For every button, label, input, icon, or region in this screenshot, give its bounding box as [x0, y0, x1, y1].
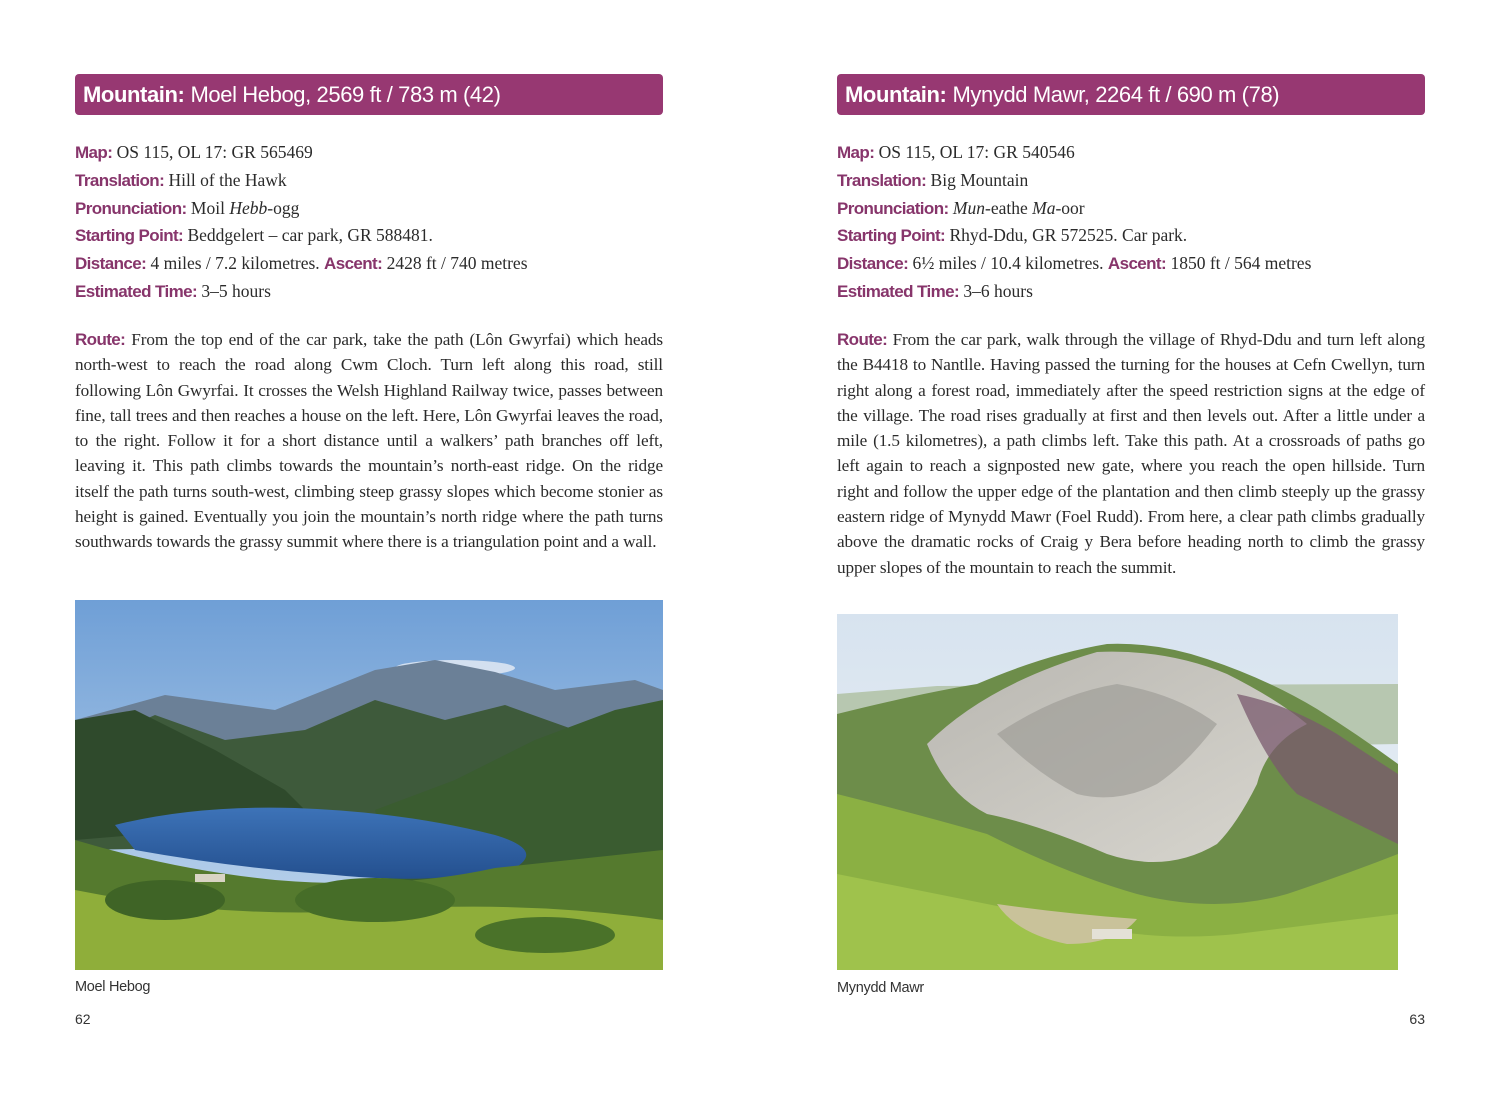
- fact-value: 1850 ft / 564 metres: [1170, 253, 1312, 274]
- fact-label: Translation:: [837, 170, 927, 190]
- right-page: [837, 0, 1425, 1094]
- mynydd-mawr-photo: [837, 614, 1398, 970]
- fact-value: -ogg: [267, 197, 300, 218]
- fact-value-stress: Mun: [952, 197, 985, 218]
- fact-value: 2428 ft / 740 metres: [386, 253, 528, 274]
- fact-value: -eathe: [985, 197, 1033, 218]
- fact-value: Big Mountain: [930, 169, 1029, 190]
- fact-pronunciation: [837, 195, 1425, 223]
- fact-label: Pronunciation:: [837, 198, 949, 218]
- landscape-illustration: [75, 600, 663, 970]
- fact-label: Estimated Time:: [837, 281, 960, 301]
- page-number: 62: [75, 1011, 91, 1027]
- fact-value: Beddgelert – car park, GR 588481.: [187, 225, 433, 246]
- fact-value: OS 115, OL 17: GR 565469: [116, 142, 313, 162]
- heading-label: Mountain:: [845, 81, 947, 107]
- fact-label: Distance:: [837, 254, 909, 274]
- fact-estimated-time: [837, 278, 1425, 306]
- fact-value: OS 115, OL 17: GR 540546: [878, 142, 1075, 162]
- fact-value: Moil: [190, 197, 230, 218]
- landscape-illustration: [837, 614, 1398, 970]
- fact-value: Rhyd-Ddu, GR 572525. Car park.: [949, 225, 1188, 246]
- route-description: [75, 327, 663, 555]
- fact-distance: [75, 250, 663, 278]
- fact-value: -oor: [1055, 197, 1085, 218]
- heading-label: Mountain:: [83, 81, 185, 107]
- moel-hebog-photo: [75, 600, 663, 970]
- fact-list: [75, 139, 663, 306]
- fact-translation: [837, 167, 1425, 195]
- mountain-heading: [75, 74, 663, 115]
- fact-label: Estimated Time:: [75, 281, 198, 301]
- fact-value: 3–5 hours: [201, 280, 271, 301]
- route-label: Route:: [837, 330, 888, 349]
- fact-starting-point: [75, 222, 663, 250]
- photo-caption: Mynydd Mawr: [837, 980, 924, 996]
- route-description: [837, 327, 1425, 580]
- fact-estimated-time: [75, 278, 663, 306]
- fact-map: [837, 139, 1425, 167]
- fact-pronunciation: [75, 195, 663, 223]
- fact-list: [837, 139, 1425, 306]
- heading-text: Moel Hebog, 2569 ft / 783 m (42): [190, 81, 501, 107]
- fact-label: Ascent:: [1107, 254, 1167, 274]
- route-text: From the car park, walk through the village of Rhyd-Ddu and turn left along the B4418 to Nantlle. Having passed the turning for the houses at Cefn Cwellyn, turn right along a forest road, immediately after the speed restriction signs at the edge of the village. The road rises gradually at first and then levels out. After a little under a mile (1.5 kilometres), a path climbs left. Take this path. At a crossroads of paths go left again to reach a signposted new gate, where you reach the open hillside. Turn right and follow the upper edge of the plantation and then climb steeply up the grassy eastern ridge of Mynydd Mawr (Foel Rudd). From here, a clear path climbs gradually above the dramatic rocks of Craig y Bera before heading north to climb the grassy upper slopes of the mountain to reach the summit.: [837, 330, 1425, 577]
- fact-value-stress: Hebb: [229, 197, 268, 218]
- mountain-heading: [837, 74, 1425, 115]
- fact-label: Map:: [75, 143, 113, 162]
- route-label: Route:: [75, 330, 126, 349]
- page-number: 63: [1409, 1011, 1425, 1027]
- fact-distance: [837, 250, 1425, 278]
- fact-label: Starting Point:: [75, 226, 184, 246]
- fact-map: [75, 139, 663, 167]
- fact-label: Translation:: [75, 170, 165, 190]
- fact-value: 3–6 hours: [963, 280, 1033, 301]
- fact-label: Pronunciation:: [75, 198, 187, 218]
- fact-value: 4 miles / 7.2 kilometres.: [150, 253, 320, 274]
- left-page: [75, 0, 663, 1094]
- heading-text: Mynydd Mawr, 2264 ft / 690 m (78): [952, 81, 1280, 107]
- fact-label: Ascent:: [324, 254, 383, 274]
- fact-value: 6½ miles / 10.4 kilometres.: [912, 253, 1104, 274]
- fact-translation: [75, 167, 663, 195]
- photo-caption: Moel Hebog: [75, 979, 151, 995]
- fact-label: Starting Point:: [837, 226, 946, 246]
- fact-label: Distance:: [75, 254, 147, 274]
- fact-value-stress: Ma: [1032, 197, 1056, 218]
- fact-starting-point: [837, 222, 1425, 250]
- route-text: From the top end of the car park, take the path (Lôn Gwyrfai) which heads north-west to reach the road along Cwm Cloch. Turn left along this road, still following Lôn Gwyrfai. It crosses the Welsh Highland Railway twice, passes between fine, tall trees and then reaches a house on the left. Here, Lôn Gwyrfai leaves the road, to the right. Follow it for a short distance until a walkers’ path branches off left, leaving it. This path climbs towards the mountain’s north-east ridge. On the ridge itself the path turns south-west, climbing steep grassy slopes which become stonier as height is gained. Eventually you join the mountain’s north ridge where the path turns southwards towards the grassy summit where there is a triangulation point and a wall.: [75, 330, 663, 552]
- fact-label: Map:: [837, 143, 875, 162]
- fact-value: Hill of the Hawk: [168, 169, 287, 190]
